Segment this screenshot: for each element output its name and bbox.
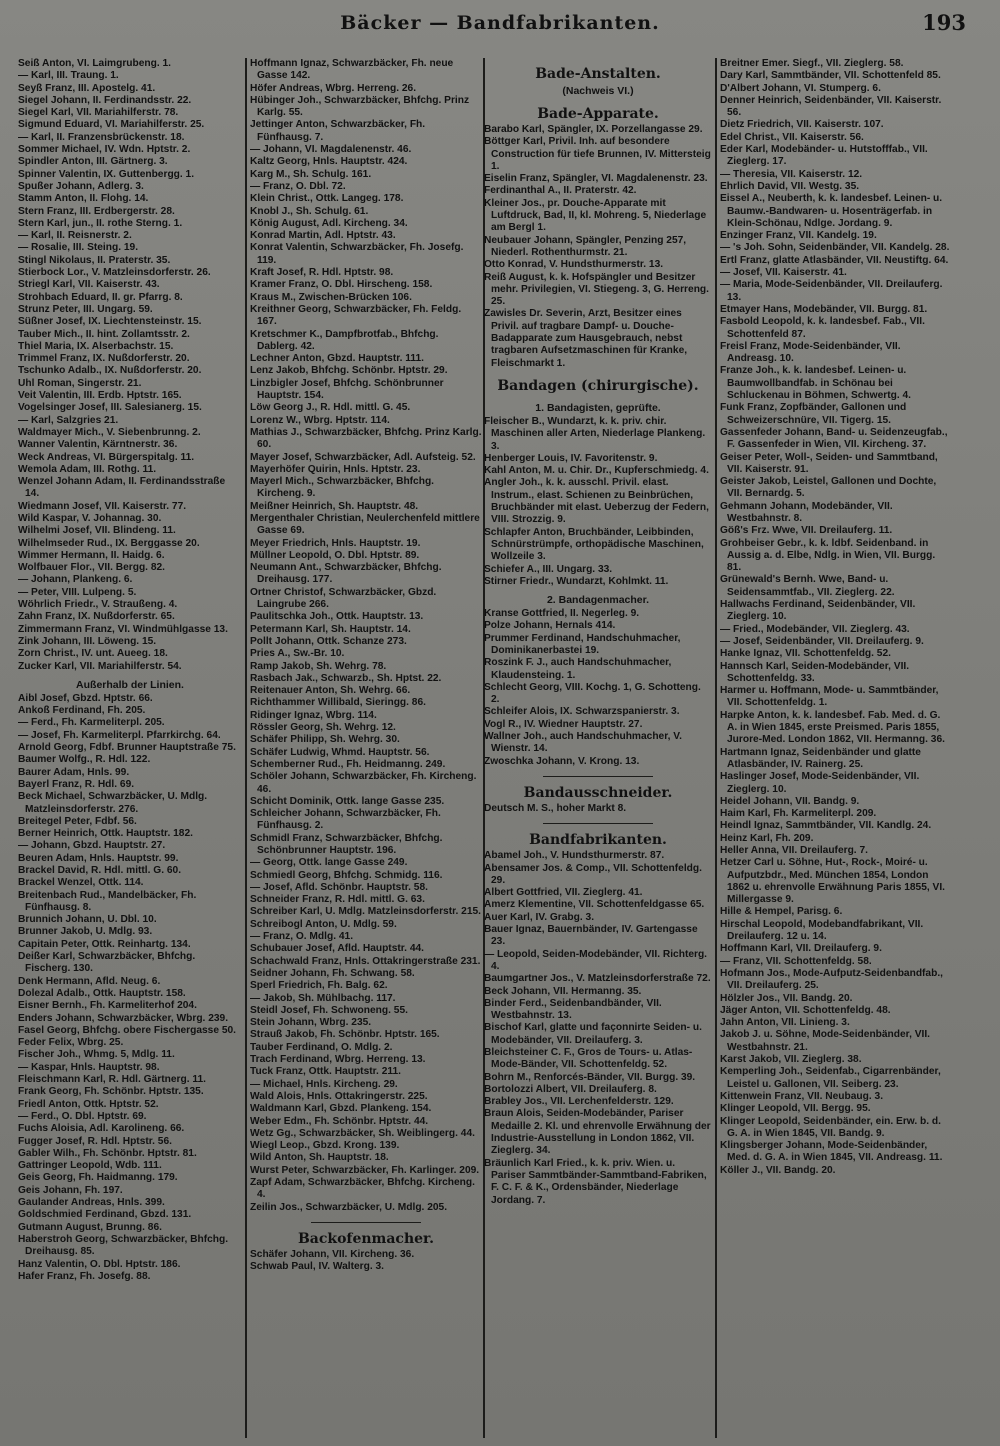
directory-entry: Baumgartner Jos., V. Matzleinsdorferstraße 72.: [484, 973, 711, 985]
directory-entry: Böttger Karl, Privil. Inh. auf besondere Construction für tiefe Brunnen, IV. Mittersteig 1.: [484, 136, 711, 172]
directory-entry: Frank Georg, Fh. Schönbr. Hptstr. 135.: [18, 1086, 204, 1098]
directory-entry: Schäfer Johann, VII. Kircheng. 36.: [250, 1248, 415, 1260]
directory-entry: — Karl, III. Traung. 1.: [18, 70, 119, 82]
directory-entry: Otto Konrad, V. Hundsthurmerstr. 13.: [484, 259, 664, 271]
directory-entry: — Fried., Modebänder, VII. Zieglerg. 43.: [720, 623, 910, 635]
directory-entry: Jahn Anton, VII. Linieng. 3.: [720, 1017, 850, 1029]
directory-entry: Kranse Gottfried, II. Negerleg. 9.: [484, 608, 640, 620]
directory-entry: Vogl R., IV. Wiedner Hauptstr. 27.: [484, 718, 643, 730]
directory-entry: Schreiber Karl, U. Mdlg. Matzleinsdorferstr. 215.: [250, 906, 481, 918]
directory-entry: Wilhelmseder Rud., IX. Berggasse 20.: [18, 537, 200, 549]
directory-entry: Karst Jakob, VII. Zieglerg. 38.: [720, 1054, 862, 1066]
directory-entry: Weck Andreas, VI. Bürgerspitalg. 11.: [18, 451, 195, 463]
directory-entry: Linzbigler Josef, Bhfchg. Schönbrunner Hauptstr. 154.: [250, 377, 444, 402]
directory-entry: Mayer Josef, Schwarzbäcker, Adl. Aufsteig. 52.: [250, 451, 476, 463]
directory-entry: Etmayer Hans, Modebänder, VII. Burgg. 81.: [720, 303, 928, 315]
directory-entry: Heidel Johann, VII. Bandg. 9.: [720, 795, 860, 807]
directory-entry: Wilhelmi Josef, VII. Blindeng. 11.: [18, 525, 176, 537]
directory-entry: Hanke Ignaz, VII. Schottenfeldg. 52.: [720, 648, 891, 660]
directory-entry: Hübinger Joh., Schwarzbäcker, Bhfchg. Prinz Karlg. 55.: [250, 94, 470, 119]
directory-entry: — 's Joh. Sohn, Seidenbänder, VII. Kandelg. 28.: [720, 242, 950, 254]
directory-entry: Grohbeiser Gebr., k. k. ldbf. Seidenband. in Aussig a. d. Elbe, Ndlg. in Wien, VII. Burgg. 81.: [720, 537, 936, 574]
directory-entry: Kittenwein Franz, VII. Neubaug. 3.: [720, 1090, 884, 1102]
directory-entry: Hallwachs Ferdinand, Seidenbänder, VII. Zieglerg. 10.: [720, 599, 916, 623]
column-2: [250, 58, 482, 1438]
directory-entry: Ortner Christof, Schwarzbäcker, Gbzd. Laingrube 266.: [250, 586, 437, 611]
directory-entry: Spußer Johann, Adlerg. 3.: [18, 180, 144, 192]
section-heading: Bandagen (chirurgische).: [497, 377, 699, 394]
directory-entry: Tschunko Adalb., IX. Nußdorferstr. 20.: [18, 365, 202, 377]
directory-entry: Gassenfeder Johann, Band- u. Seidenzeugfab., F. Gassenfeder in Wien, VII. Kircheng. 37.: [720, 426, 948, 451]
directory-entry: Eissel A., Neuberth, k. k. landesbef. Leinen- u. Baumw.-Bandwaren- u. Hosenträgerfab. in Klein-Schönau, Ndlge. Jordang. 9.: [720, 193, 943, 229]
directory-entry: Sommer Michael, IV. Wdn. Hptstr. 2.: [18, 144, 191, 156]
directory-entry: Petermann Karl, Sh. Hauptstr. 14.: [250, 623, 411, 635]
directory-entry: Wild Kaspar, V. Johannag. 30.: [18, 512, 162, 524]
directory-entry: Funk Franz, Zopfbänder, Gallonen und Schweizerschnüre, VII. Tigerg. 15.: [720, 402, 907, 426]
directory-entry: Albert Gottfried, VII. Zieglerg. 41.: [484, 887, 643, 899]
directory-entry: Sperl Friedrich, Fh. Balg. 62.: [250, 980, 388, 992]
directory-entry: Zawisles Dr. Severin, Arzt, Besitzer eines Privil. auf tragbare Dampf- u. Douche-Badapparate zum Hausgebrauch, nebst tragbaren Aufsetzmaschinen für Kranke, Fleischmarkt 1.: [484, 308, 688, 369]
directory-entry: Rasbach Jak., Schwarzb., Sh. Hptst. 22.: [250, 672, 442, 684]
directory-entry: Waldmann Karl, Gbzd. Plankeng. 154.: [250, 1103, 432, 1115]
directory-entry: Tuck Franz, Ottk. Hauptstr. 211.: [250, 1066, 401, 1078]
directory-entry: Bleichsteiner C. F., Gros de Tours- u. Atlas-Mode-Bänder, VII. Schottenfeldg. 52.: [484, 1047, 693, 1071]
directory-entry: Schlapfer Anton, Bruchbänder, Leibbinden, Schnürstrümpfe, orthopädische Maschinen, Wollzeile 3.: [484, 526, 704, 563]
directory-entry: Köller J., VII. Bandg. 20.: [720, 1164, 836, 1176]
directory-entry: Stamm Anton, II. Flohg. 14.: [18, 193, 149, 205]
directory-entry: Berner Heinrich, Ottk. Hauptstr. 182.: [18, 828, 193, 840]
directory-entry: Feder Felix, Wbrg. 25.: [18, 1037, 124, 1049]
directory-entry: Zucker Karl, VII. Mariahilferstr. 54.: [18, 660, 182, 672]
column-4: [720, 58, 950, 1438]
directory-entry: Wiegl Leop., Gbzd. Krong. 139.: [250, 1140, 400, 1152]
directory-entry: Wanner Valentin, Kärntnerstr. 36.: [18, 439, 178, 451]
directory-entry: Fasel Georg, Bhfchg. obere Fischergasse 50.: [18, 1024, 236, 1036]
directory-entry: Schöler Johann, Schwarzbäcker, Fh. Kircheng. 46.: [250, 771, 477, 795]
directory-entry: Baumer Wolfg., R. Hdl. 122.: [18, 754, 151, 766]
section-rule: [311, 1222, 421, 1223]
directory-entry: Stein Johann, Wbrg. 235.: [250, 1017, 372, 1029]
directory-entry: Angler Joh., k. k. ausschl. Privil. elast. Instrum., elast. Schienen zu Beinbrüchen, Bruchbänder mit elast. Ueberzug der Federn, VIII. Strozzig. 9.: [484, 477, 709, 526]
directory-entry: Wetz Gg., Schwarzbäcker, Sh. Weiblingerg. 44.: [250, 1127, 475, 1139]
directory-entry: — Georg, Ottk. lange Gasse 249.: [250, 857, 408, 869]
directory-entry: Strauß Jakob, Fh. Schönbr. Hptstr. 165.: [250, 1029, 440, 1041]
directory-entry: Strohbach Eduard, II. gr. Pfarrg. 8.: [18, 291, 183, 303]
directory-entry: Jäger Anton, VII. Schottenfeldg. 48.: [720, 1004, 891, 1016]
directory-entry: Kraft Josef, R. Hdl. Hptstr. 98.: [250, 267, 394, 279]
directory-entry: Bayerl Franz, R. Hdl. 69.: [18, 778, 135, 790]
directory-entry: Fischer Joh., Whmg. 5, Mdlg. 11.: [18, 1049, 175, 1061]
directory-entry: Klinger Leopold, VII. Bergg. 95.: [720, 1103, 871, 1115]
directory-entry: Stern Franz, III. Erdbergerstr. 28.: [18, 205, 175, 217]
directory-entry: Trach Ferdinand, Wbrg. Herreng. 13.: [250, 1054, 426, 1066]
directory-entry: — Karl, II. Franzensbrückenstr. 18.: [18, 131, 185, 143]
directory-entry: Konrat Valentin, Schwarzbäcker, Fh. Josefg. 119.: [250, 242, 464, 266]
directory-entry: Waldmayer Mich., V. Siebenbrunng. 2.: [18, 426, 201, 438]
directory-entry: Hirschal Leopold, Modebandfabrikant, VII. Dreilauferg. 12 u. 14.: [720, 918, 924, 943]
directory-entry: Knobl J., Sh. Schulg. 61.: [250, 205, 369, 217]
section-heading: Bandausschneider.: [523, 784, 673, 801]
directory-entry: Bohrn M., Renforcés-Bänder, VII. Burgg. 39.: [484, 1071, 696, 1083]
directory-entry: — Ferd., O. Dbl. Hptstr. 69.: [18, 1110, 147, 1122]
directory-entry: Goldschmied Ferdinand, Gbzd. 131.: [18, 1209, 192, 1221]
section-rule: [543, 776, 653, 777]
column-1: [18, 58, 242, 1438]
directory-entry: — Josef, VII. Kaiserstr. 41.: [720, 267, 847, 279]
directory-entry: Hartmann Ignaz, Seidenbänder und glatte Atlasbänder, IV. Rainerg. 25.: [720, 746, 921, 770]
directory-entry: Veit Valentin, III. Erdb. Hptstr. 165.: [18, 390, 182, 402]
directory-entry: Kleiner Jos., pr. Douche-Apparate mit Luftdruck, Bad, II, kl. Mohreng. 5, Niederlage am Bergl 1.: [484, 197, 707, 234]
directory-entry: Zimmermann Franz, VI. Windmühlgasse 13.: [18, 623, 228, 635]
directory-entry: Pollt Johann, Ottk. Schanze 273.: [250, 635, 407, 647]
directory-entry: — Ferd., Fh. Karmeliterpl. 205.: [18, 717, 165, 729]
directory-entry: Brackel Wenzel, Ottk. 114.: [18, 877, 144, 889]
directory-entry: — Rosalie, III. Steing. 19.: [18, 242, 139, 254]
directory-entry: Abamel Joh., V. Hundsthurmerstr. 87.: [484, 850, 665, 862]
directory-entry: König August, Adl. Kircheng. 34.: [250, 217, 408, 229]
directory-entry: Paulitschka Joh., Ottk. Hauptstr. 13.: [250, 611, 424, 623]
directory-entry: Hille & Hempel, Parisg. 6.: [720, 906, 843, 918]
directory-entry: Kemperling Joh., Seidenfab., Cigarrenbänder, Leistel u. Gallonen, VII. Seiberg. 23.: [720, 1066, 941, 1090]
directory-entry: Ertl Franz, glatte Atlasbänder, VII. Neustiftg. 64.: [720, 254, 949, 266]
directory-entry: — Kaspar, Hnls. Hauptstr. 98.: [18, 1061, 160, 1073]
directory-entry: Zorn Christ., IV. unt. Aueeg. 18.: [18, 648, 168, 660]
directory-entry: Löw Georg J., R. Hdl. mittl. G. 45.: [250, 402, 411, 414]
directory-entry: Roszink F. J., auch Handschuhmacher, Klaudensteing. 1.: [484, 657, 672, 681]
directory-entry: Höfer Andreas, Wbrg. Herreng. 26.: [250, 82, 417, 94]
directory-entry: Reiß August, k. k. Hofspängler und Besitzer mehr. Privilegien, VI. Stiegeng. 3, G. Herreng. 25.: [484, 271, 709, 308]
directory-entry: Freisl Franz, Mode-Seidenbänder, VII. Andreasg. 10.: [720, 340, 901, 365]
directory-entry: Hanz Valentin, O. Dbl. Hptstr. 186.: [18, 1258, 181, 1270]
directory-entry: Gattringer Leopold, Wdb. 111.: [18, 1160, 162, 1172]
section-subheading: 1. Bandagisten, geprüfte.: [535, 401, 661, 414]
directory-entry: Steidl Josef, Fh. Schwoneng. 55.: [250, 1004, 408, 1016]
directory-entry: Mayerl Mich., Schwarzbäcker, Bhfchg. Kircheng. 9.: [250, 476, 435, 500]
directory-entry: Konrad Martin, Adl. Hptstr. 43.: [250, 230, 396, 242]
column-divider: [715, 58, 717, 1438]
directory-entry: Schiefer A., III. Ungarg. 33.: [484, 563, 613, 575]
directory-entry: Gutmann August, Brunng. 86.: [18, 1221, 162, 1233]
directory-entry: Schmiedl Georg, Bhfchg. Schmidg. 116.: [250, 869, 443, 881]
directory-entry: Aibl Josef, Gbzd. Hptstr. 66.: [18, 692, 153, 704]
directory-entry: — Franz, O. Dbl. 72.: [250, 180, 346, 192]
directory-entry: Thiel Maria, IX. Alserbachstr. 15.: [18, 340, 174, 352]
directory-entry: Weber Edm., Fh. Schönbr. Hptstr. 44.: [250, 1115, 429, 1127]
directory-entry: — Johann, Gbzd. Hauptstr. 27.: [18, 840, 166, 852]
directory-entry: Dietz Friedrich, VII. Kaiserstr. 107.: [720, 119, 884, 131]
directory-entry: Heindl Ignaz, Sammtbänder, VII. Kandlg. 24.: [720, 820, 932, 832]
directory-entry: Amerz Klementine, VII. Schottenfeldgasse 65.: [484, 899, 705, 911]
directory-entry: Dary Karl, Sammtbänder, VII. Schottenfeld 85.: [720, 70, 941, 82]
directory-entry: Gehmann Johann, Modebänder, VII. Westbahnstr. 8.: [720, 500, 893, 524]
column-divider: [245, 58, 247, 1438]
directory-entry: Klingsberger Johann, Mode-Seidenbänder, Med. d. G. A. in Wien 1845, VII. Andreasg. 11.: [720, 1140, 943, 1164]
directory-entry: Kraus M., Zwischen-Brücken 106.: [250, 291, 412, 303]
directory-entry: Hoffmann Ignaz, Schwarzbäcker, Fh. neue Gasse 142.: [250, 58, 454, 82]
directory-entry: Stern Karl, jun., II. rothe Sterng. 1.: [18, 217, 183, 229]
directory-entry: Deutsch M. S., hoher Markt 8.: [484, 802, 627, 814]
directory-entry: Schemberner Rud., Fh. Heidmanng. 249.: [250, 758, 446, 770]
directory-entry: Siegel Karl, VII. Mariahilferstr. 78.: [18, 107, 179, 119]
directory-entry: Stingl Nikolaus, II. Praterstr. 35.: [18, 254, 171, 266]
directory-entry: Pries A., Sw.-Br. 10.: [250, 648, 345, 660]
directory-entry: Geis Georg, Fh. Haidmanng. 179.: [18, 1172, 178, 1184]
directory-entry: Stierbock Lor., V. Matzleinsdorferstr. 26.: [18, 267, 211, 279]
directory-entry: Schubauer Josef, Afld. Hauptstr. 44.: [250, 943, 424, 955]
directory-entry: Wiedmann Josef, VII. Kaiserstr. 77.: [18, 500, 187, 512]
directory-entry: Haberstroh Georg, Schwarzbäcker, Bhfchg. Dreihausg. 85.: [18, 1233, 229, 1258]
directory-entry: Hofmann Jos., Mode-Aufputz-Seidenbandfab., VII. Dreilauferg. 25.: [720, 967, 943, 992]
directory-entry: Hölzler Jos., VII. Bandg. 20.: [720, 992, 853, 1004]
directory-entry: Hetzer Carl u. Söhne, Hut-, Rock-, Moiré- u. Aufputzbdr., Med. München 1854, London 1862 u. ehrenvolle Erwähnung Paris 1855, VI. Millergasse 9.: [720, 857, 945, 906]
directory-entry: Zwoschka Johann, V. Krong. 13.: [484, 755, 640, 767]
directory-entry: Enzinger Franz, VII. Kandelg. 19.: [720, 230, 877, 242]
directory-entry: Siegel Johann, II. Ferdinandsstr. 22.: [18, 94, 192, 106]
directory-entry: Polze Johann, Hernals 414.: [484, 620, 616, 632]
directory-entry: Schäfer Ludwig, Whmd. Hauptstr. 56.: [250, 746, 430, 758]
directory-entry: Neubauer Johann, Spängler, Penzing 257, Niederl. Rothenthurmstr. 21.: [484, 234, 687, 258]
directory-entry: — Jakob, Sh. Mühlbachg. 117.: [250, 992, 396, 1004]
directory-entry: Wimmer Hermann, II. Haidg. 6.: [18, 549, 165, 561]
directory-entry: Eiselin Franz, Spängler, VI. Magdalenenstr. 23.: [484, 173, 708, 185]
directory-entry: Edel Christ., VII. Kaiserstr. 56.: [720, 131, 864, 143]
directory-entry: Ferdinanthal A., II. Praterstr. 42.: [484, 185, 637, 197]
directory-entry: — Karl, II. Reisnerstr. 2.: [18, 230, 132, 242]
directory-entry: Henberger Louis, IV. Favoritenstr. 9.: [484, 452, 658, 464]
directory-entry: Ramp Jakob, Sh. Wehrg. 78.: [250, 660, 387, 672]
directory-entry: Stirner Friedr., Wundarzt, Kohlmkt. 11.: [484, 575, 669, 587]
directory-entry: Geiser Peter, Woll-, Seiden- und Sammtband, VII. Kaiserstr. 91.: [720, 451, 938, 475]
directory-entry: — Josef, Afld. Schönbr. Hauptstr. 58.: [250, 881, 428, 893]
directory-entry: Deißer Karl, Schwarzbäcker, Bhfchg. Fischerg. 130.: [18, 951, 196, 975]
directory-entry: — Karl, Salzgries 21.: [18, 414, 119, 426]
directory-entry: Wemola Adam, III. Rothg. 11.: [18, 463, 157, 475]
directory-entry: Trimmel Franz, IX. Nußdorferstr. 20.: [18, 353, 190, 365]
directory-entry: Lenz Jakob, Bhfchg. Schönbr. Hptstr. 29.: [250, 365, 448, 377]
directory-entry: Wenzel Johann Adam, II. Ferdinandsstraße 14.: [18, 476, 226, 500]
section-heading: Bade-Apparate.: [537, 106, 659, 122]
directory-entry: Capitain Peter, Ottk. Reinhartg. 134.: [18, 938, 191, 950]
directory-entry: Hannsch Karl, Seiden-Modebänder, VII. Schottenfeldg. 33.: [720, 660, 910, 684]
directory-entry: — Johann, VI. Magdalenenstr. 46.: [250, 144, 412, 156]
directory-entry: Denner Heinrich, Seidenbänder, VII. Kaiserstr. 56.: [720, 94, 942, 119]
directory-entry: Abensamer Jos. & Comp., VII. Schottenfeldg. 29.: [484, 862, 702, 886]
section-heading: Bandfabrikanten.: [529, 832, 667, 849]
directory-entry: Spinner Valentin, IX. Guttenbergg. 1.: [18, 168, 195, 180]
directory-entry: Zink Johann, III. Löweng. 15.: [18, 635, 157, 647]
directory-entry: Schachwald Franz, Hnls. Ottakringerstraße 231.: [250, 955, 481, 967]
directory-entry: Bräunlich Karl Fried., k. k. priv. Wien. u. Pariser Sammtbänder-Sammtband-Fabriken, F. C. F. & K., Ordensbänder, Niederlage Jordang. 7.: [484, 1157, 707, 1206]
directory-entry: Beck Michael, Schwarzbäcker, U. Mdlg. Matzleinsdorferstr. 276.: [18, 791, 208, 815]
directory-entry: Heller Anna, VII. Dreilauferg. 7.: [720, 845, 868, 856]
directory-entry: Kahl Anton, M. u. Chir. Dr., Kupferschmiedg. 4.: [484, 465, 709, 477]
directory-entry: Schicht Dominik, Ottk. lange Gasse 235.: [250, 795, 445, 807]
directory-entry: Wurst Peter, Schwarzbäcker, Fh. Karlinger. 209.: [250, 1164, 480, 1176]
directory-entry: Mergenthaler Christian, Neulerchenfeld mittlere Gasse 69.: [250, 512, 480, 537]
directory-entry: Karg M., Sh. Schulg. 161.: [250, 168, 372, 180]
directory-entry: Zahn Franz, IX. Nußdorferstr. 65.: [18, 611, 175, 623]
directory-entry: Striegl Karl, VII. Kaiserstr. 43.: [18, 279, 160, 291]
directory-entry: Spindler Anton, III. Gärtnerg. 3.: [18, 156, 168, 168]
directory-entry: Tauber Ferdinand, O. Mdlg. 2.: [250, 1041, 393, 1053]
directory-entry: Süßner Josef, IX. Liechtensteinstr. 15.: [18, 316, 202, 328]
directory-entry: — Franz, O. Mdlg. 41.: [250, 931, 354, 943]
directory-entry: Grünewald's Bernh. Wwe, Band- u. Seidensammtfab., VII. Zieglerg. 22.: [720, 574, 895, 598]
directory-entry: Richthammer Willibald, Sieringg. 86.: [250, 697, 426, 709]
directory-entry: Klein Christ., Ottk. Langeg. 178.: [250, 193, 404, 205]
directory-entry: Wolfbauer Flor., VII. Bergg. 82.: [18, 562, 165, 574]
directory-entry: Franze Joh., k. k. landesbef. Leinen- u. Baumwollbandfab. in Schönau bei Schluckenau in Böhmen, Schwertg. 4.: [720, 365, 911, 402]
directory-entry: Schreibogl Anton, U. Mdlg. 59.: [250, 918, 397, 930]
directory-entry: Braun Alois, Seiden-Modebänder, Pariser Medaille 2. Kl. und ehrenvolle Erwähnung der Industrie-Ausstellung in London 1862, VII. Zieglerg. 34.: [484, 1108, 711, 1157]
directory-entry: — Michael, Hnls. Kircheng. 29.: [250, 1078, 398, 1090]
directory-entry: Brabley Jos., VII. Lerchenfelderstr. 129.: [484, 1096, 674, 1108]
directory-entry: Seidner Johann, Fh. Schwang. 58.: [250, 967, 415, 979]
section-subheading: (Nachweis VI.): [562, 85, 634, 97]
directory-entry: — Josef, Seidenbänder, VII. Dreilauferg. 9.: [720, 635, 924, 647]
directory-entry: Harpke Anton, k. k. landesbef. Fab. Med. d. G. A. in Wien 1845, erste Preismed. Paris 1855, Jurore-Med. London 1862, VII. Hermanng. 36.: [720, 709, 945, 746]
directory-entry: Sigmund Eduard, VI. Mariahilferstr. 25.: [18, 119, 205, 131]
directory-entry: — Johann, Plankeng. 6.: [18, 574, 133, 586]
directory-entry: Zapf Adam, Schwarzbäcker, Bhfchg. Kircheng. 4.: [250, 1177, 475, 1201]
directory-entry: Seiß Anton, VI. Laimgrubeng. 1.: [18, 58, 172, 69]
directory-entry: Bortolozzi Albert, VII. Dreilauferg. 8.: [484, 1083, 657, 1095]
directory-entry: Schäfer Philipp, Sh. Wehrg. 30.: [250, 734, 400, 746]
directory-entry: Zeilin Jos., Schwarzbäcker, U. Mdlg. 205.: [250, 1201, 448, 1213]
page-number: 193: [922, 10, 966, 35]
directory-entry: Jakob J. u. Söhne, Mode-Seidenbänder, VII. Westbahnstr. 21.: [720, 1029, 931, 1053]
directory-entry: Kretschmer K., Dampfbrotfab., Bhfchg. Dablerg. 42.: [250, 328, 439, 352]
directory-entry: Baurer Adam, Hnls. 99.: [18, 766, 130, 778]
section-subheading: 2. Bandagenmacher.: [546, 594, 650, 607]
directory-entry: Beck Johann, VII. Hermanng. 35.: [484, 985, 642, 997]
section-rule: [543, 823, 653, 824]
directory-entry: Barabo Karl, Spängler, IX. Porzellangasse 29.: [484, 124, 703, 135]
directory-entry: Reitenauer Anton, Sh. Wehrg. 66.: [250, 685, 411, 697]
directory-entry: Tauber Mich., II. hint. Zollamtsstr. 2.: [18, 328, 190, 340]
directory-entry: Jettinger Anton, Schwarzbäcker, Fh. Fünfhausg. 7.: [250, 119, 426, 143]
directory-entry: Uhl Roman, Singerstr. 21.: [18, 377, 142, 389]
directory-entry: Schneider Franz, R. Hdl. mittl. G. 63.: [250, 894, 425, 906]
directory-entry: — Josef, Fh. Karmeliterpl. Pfarrkirchg. 64.: [18, 729, 221, 741]
directory-entry: Breitenbach Rud., Mandelbäcker, Fh. Fünfhausg. 8.: [18, 889, 197, 913]
directory-entry: Haslinger Josef, Mode-Seidenbänder, VII. Zieglerg. 10.: [720, 771, 920, 795]
directory-entry: Hoffmann Karl, VII. Dreilauferg. 9.: [720, 943, 882, 955]
directory-entry: D'Albert Johann, VI. Stumperg. 6.: [720, 82, 881, 94]
directory-entry: — Maria, Mode-Seidenbänder, VII. Dreilauferg. 13.: [720, 279, 943, 303]
directory-entry: Meißner Heinrich, Sh. Hauptstr. 48.: [250, 500, 419, 512]
directory-entry: Fasbold Leopold, k. k. landesbef. Fab., VII. Schottenfeld 87.: [720, 316, 925, 340]
directory-entry: Klinger Leopold, Seidenbänder, ein. Erw. b. d. G. A. in Wien 1845, VII. Bandg. 9.: [720, 1115, 941, 1139]
directory-entry: Mathias J., Schwarzbäcker, Bhfchg. Prinz Karlg. 60.: [250, 426, 482, 451]
directory-entry: Schwab Paul, IV. Walterg. 3.: [250, 1261, 384, 1273]
directory-entry: Friedl Anton, Ottk. Hptstr. 52.: [18, 1098, 159, 1110]
directory-entry: Schlecht Georg, VIII. Kochg. 1, G. Schotteng. 2.: [484, 681, 701, 706]
directory-entry: Brackel David, R. Hdl. mittl. G. 60.: [18, 865, 182, 876]
directory-entry: — Leopold, Seiden-Modebänder, VII. Richterg. 4.: [484, 948, 708, 972]
page-title: Bäcker — Bandfabrikanten.: [340, 12, 660, 34]
directory-entry: Breitegel Peter, Fdbf. 56.: [18, 815, 137, 827]
directory-entry: Ehrlich David, VII. Westg. 35.: [720, 180, 860, 192]
directory-entry: Haim Karl, Fh. Karmeliterpl. 209.: [720, 808, 877, 820]
directory-entry: Denk Hermann, Afld. Neug. 6.: [18, 975, 161, 987]
directory-entry: Geis Johann, Fh. 197.: [18, 1184, 123, 1196]
directory-entry: Wild Anton, Sh. Hauptstr. 18.: [250, 1152, 389, 1164]
section-heading: Bade-Anstalten.: [535, 66, 661, 82]
directory-entry: Lechner Anton, Gbzd. Hauptstr. 111.: [250, 353, 424, 365]
directory-entry: Heinz Karl, Fh. 209.: [720, 832, 814, 844]
directory-entry: Kramer Franz, O. Dbl. Hirscheng. 158.: [250, 279, 433, 291]
section-subheading: Außerhalb der Linien.: [76, 678, 184, 691]
directory-entry: Dolezal Adalb., Ottk. Hauptstr. 158.: [18, 987, 186, 999]
section-heading: Backofenmacher.: [297, 1230, 435, 1247]
directory-entry: Schmidl Franz, Schwarzbäcker, Bhfchg. Schönbrunner Hauptstr. 196.: [250, 832, 443, 856]
directory-entry: Harmer u. Hoffmann, Mode- u. Sammtbänder, VII. Schottenfeldg. 1.: [720, 685, 939, 709]
directory-entry: Wald Alois, Hnls. Ottakringerstr. 225.: [250, 1090, 428, 1102]
directory-entry: Eder Karl, Modebänder- u. Hutstofffab., VII. Zieglerg. 17.: [720, 144, 928, 168]
directory-entry: Fleischer B., Wundarzt, k. k. priv. chir. Maschinen aller Arten, Niederlage Plankeng. 3.: [484, 415, 706, 452]
directory-entry: Kreithner Georg, Schwarzbäcker, Fh. Feldg. 167.: [250, 303, 462, 328]
directory-entry: Fleischmann Karl, R. Hdl. Gärtnerg. 11.: [18, 1074, 206, 1086]
directory-entry: Brunnich Johann, U. Dbl. 10.: [18, 914, 157, 926]
directory-entry: Kaltz Georg, Hnls. Hauptstr. 424.: [250, 156, 408, 168]
directory-entry: Lorenz W., Wbrg. Hptstr. 114.: [250, 414, 390, 426]
directory-entry: Schleicher Johann, Schwarzbäcker, Fh. Fünfhausg. 2.: [250, 808, 441, 832]
directory-entry: Seyß Franz, III. Apostelg. 41.: [18, 82, 156, 94]
directory-entry: Brunner Jakob, U. Mdlg. 93.: [18, 926, 153, 938]
directory-entry: — Peter, VIII. Lulpeng. 5.: [18, 586, 137, 598]
directory-entry: Prummer Ferdinand, Handschuhmacher, Dominikanerbastei 19.: [484, 632, 681, 656]
directory-entry: Müllner Leopold, O. Dbl. Hptstr. 89.: [250, 549, 420, 561]
directory-entry: Breitner Emer. Siegf., VII. Zieglerg. 58.: [720, 58, 904, 69]
directory-entry: Meyer Friedrich, Hnls. Hauptstr. 19.: [250, 537, 421, 549]
directory-entry: Neumann Ant., Schwarzbäcker, Bhfchg. Dreihausg. 177.: [250, 562, 442, 586]
directory-entry: Mayerhöfer Quirin, Hnls. Hptstr. 23.: [250, 463, 421, 475]
directory-entry: Wöhrlich Friedr., V. Straußeng. 4.: [18, 599, 178, 611]
directory-entry: Rössler Georg, Sh. Wehrg. 12.: [250, 722, 396, 734]
directory-entry: Fugger Josef, R. Hdl. Hptstr. 56.: [18, 1135, 172, 1147]
directory-entry: Enders Johann, Schwarzbäcker, Wbrg. 239.: [18, 1012, 229, 1024]
directory-entry: Geister Jakob, Leistel, Gallonen und Dochte, VII. Bernardg. 5.: [720, 476, 937, 500]
directory-entry: Arnold Georg, Fdbf. Brunner Hauptstraße 75.: [18, 742, 236, 754]
directory-entry: Auer Karl, IV. Grabg. 3.: [484, 911, 595, 923]
directory-entry: Vogelsinger Josef, III. Salesianerg. 15.: [18, 402, 202, 414]
directory-entry: Binder Ferd., Seidenbandbänder, VII. Westbahnstr. 13.: [484, 997, 662, 1022]
directory-entry: Göß's Frz. Wwe, VII. Dreilauferg. 11.: [720, 525, 893, 537]
directory-entry: Beuren Adam, Hnls. Hauptstr. 99.: [18, 852, 179, 864]
directory-entry: Ankoß Ferdinand, Fh. 205.: [18, 705, 146, 717]
directory-entry: Hafer Franz, Fh. Josefg. 88.: [18, 1270, 151, 1282]
directory-entry: Fuchs Aloisia, Adl. Karolineng. 66.: [18, 1123, 185, 1135]
directory-entry: Bauer Ignaz, Bauernbänder, IV. Gartengasse 23.: [484, 924, 698, 948]
directory-entry: — Franz, VII. Schottenfeldg. 58.: [720, 955, 872, 967]
directory-entry: Gaulander Andreas, Hnls. 399.: [18, 1197, 165, 1209]
directory-entry: Strunz Peter, III. Ungarg. 59.: [18, 303, 153, 315]
column-3: [484, 58, 712, 1438]
directory-entry: Schleifer Alois, IX. Schwarzspanierstr. 3.: [484, 706, 680, 718]
directory-entry: Gabler Wilh., Fh. Schönbr. Hptstr. 81.: [18, 1147, 197, 1159]
directory-entry: Eisner Bernh., Fh. Karmeliterhof 204.: [18, 1000, 197, 1012]
directory-entry: — Theresia, VII. Kaiserstr. 12.: [720, 168, 863, 180]
directory-entry: Bischof Karl, glatte und façonnirte Seiden- u. Modebänder, VII. Dreilauferg. 3.: [484, 1022, 702, 1046]
directory-entry: Ridinger Ignaz, Wbrg. 114.: [250, 709, 377, 721]
page-header: [0, 8, 1000, 42]
directory-entry: Wallner Joh., auch Handschuhmacher, V. Wienstr. 14.: [484, 731, 682, 755]
